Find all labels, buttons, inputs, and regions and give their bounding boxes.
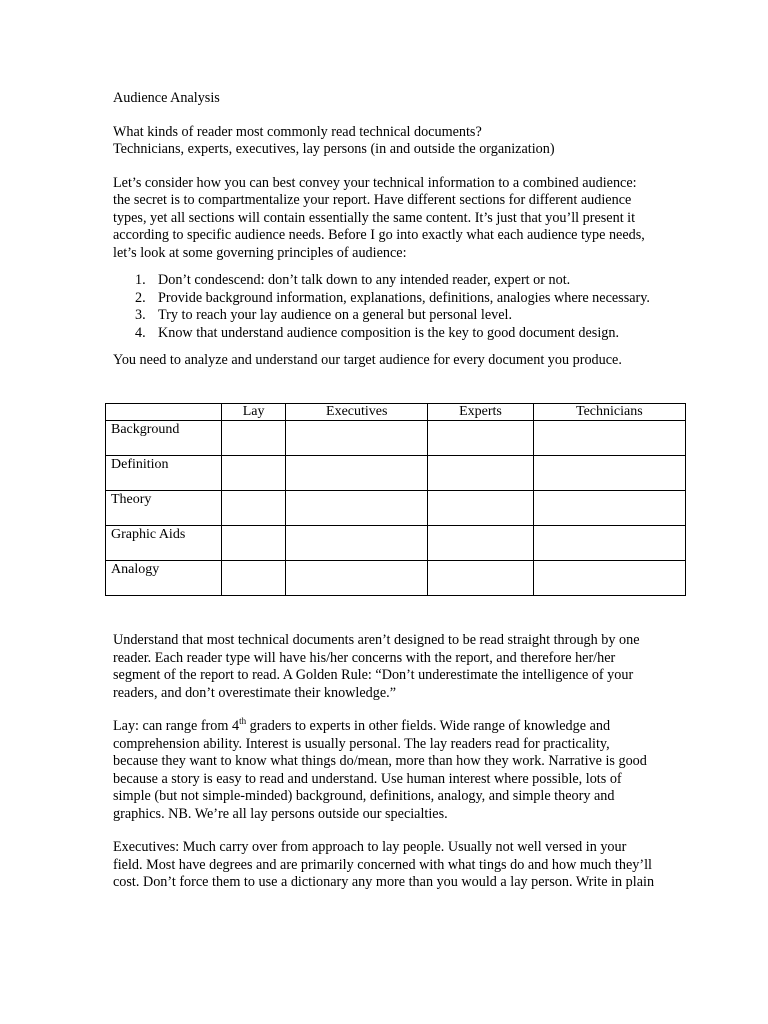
table-cell: [286, 561, 428, 596]
table-cell: [222, 526, 286, 561]
table-cell: [286, 526, 428, 561]
lay-line: because a story is easy to read and understand. Use human interest where possible, lots of: [113, 770, 622, 787]
table-cell: [533, 561, 685, 596]
table-header-cell: Lay: [222, 404, 286, 421]
table-cell: [222, 456, 286, 491]
lay-line: comprehension ability. Interest is usually personal. The lay readers read for practicality,: [113, 735, 610, 752]
row-label: Theory: [106, 491, 222, 526]
executives-line: Executives: Much carry over from approach to lay people. Usually not well versed in your: [113, 839, 627, 855]
table-cell: [286, 491, 428, 526]
table-cell: [222, 561, 286, 596]
table-cell: [222, 491, 286, 526]
table-cell: [533, 526, 685, 561]
table-cell: [533, 491, 685, 526]
intro-line: according to specific audience needs. Before I go into exactly what each audience type needs,: [113, 227, 645, 243]
table-cell: [222, 421, 286, 456]
row-label: Background: [106, 421, 222, 456]
understand-line: readers, and don’t overestimate their knowledge.”: [113, 684, 396, 701]
intro-line: the secret is to compartmentalize your report. Have different sections for different audience: [113, 192, 632, 208]
table-header-cell: [106, 404, 222, 421]
document-page: [113, 90, 693, 370]
table-cell: [428, 526, 533, 561]
audience-table: [105, 403, 686, 596]
lay-line: because they want to know what things do/mean, more than how they work. Narrative is good: [113, 753, 647, 769]
table-row: [106, 561, 686, 596]
table-header-cell: Technicians: [533, 404, 685, 421]
table-cell: [533, 456, 685, 491]
intro-line: Let’s consider how you can best convey your technical information to a combined audience:: [113, 174, 637, 191]
list-item: 1. Don’t condescend: don’t talk down to any intended reader, expert or not.: [135, 272, 571, 288]
table-row: [106, 526, 686, 561]
understand-line: Understand that most technical documents aren’t designed to be read straight through by one: [113, 632, 640, 648]
list-item: 2. Provide background information, explanations, definitions, analogies where necessary.: [135, 289, 650, 306]
intro-line: let’s look at some governing principles of audience:: [113, 244, 407, 261]
table-cell: [428, 421, 533, 456]
document-title: Audience Analysis: [113, 90, 220, 106]
lower-section: [113, 632, 693, 892]
table-row: [106, 491, 686, 526]
table-header-cell: Experts: [428, 404, 533, 421]
table-cell: [286, 421, 428, 456]
row-label: Definition: [106, 456, 222, 491]
table-cell: [428, 561, 533, 596]
understand-paragraph: [113, 632, 693, 702]
analyze-text: You need to analyze and understand our target audience for every document you produce.: [113, 352, 622, 368]
lay-line: simple (but not simple-minded) background, definitions, analogy, and simple theory and: [113, 788, 615, 804]
question-text: What kinds of reader most commonly read technical documents?: [113, 123, 482, 140]
intro-line: types, yet all sections will contain essentially the same content. It’s just that you’ll present it: [113, 209, 636, 226]
table-row: [106, 421, 686, 456]
understand-line: reader. Each reader type will have his/her concerns with the report, and therefore her/her: [113, 649, 616, 666]
table-header-row: [106, 404, 686, 421]
row-label: Analogy: [106, 561, 222, 596]
lay-line: Lay: can range from 4th graders to experts in other fields. Wide range of knowledge and: [113, 716, 611, 734]
table-cell: [286, 456, 428, 491]
principles-list: [113, 272, 693, 342]
list-item: 3. Try to reach your lay audience on a general but personal level.: [135, 307, 513, 323]
table-cell: [533, 421, 685, 456]
lay-line: graphics. NB. We’re all lay persons outside our specialties.: [113, 805, 448, 822]
table-row: [106, 456, 686, 491]
table-cell: [428, 456, 533, 491]
intro-paragraph: [113, 175, 693, 263]
list-item: 4. Know that understand audience composition is the key to good document design.: [135, 324, 620, 341]
executives-line: field. Most have degrees and are primarily concerned with what tings do and how much they’ll: [113, 856, 652, 873]
answer-text: Technicians, experts, executives, lay persons (in and outside the organization): [113, 141, 555, 157]
lay-paragraph: [113, 718, 693, 823]
row-label: Graphic Aids: [106, 526, 222, 561]
table-header-cell: Executives: [286, 404, 428, 421]
executives-line: cost. Don’t force them to use a dictionary any more than you would a lay person. Write in plain: [113, 874, 655, 890]
executives-paragraph: [113, 839, 693, 892]
understand-line: segment of the report to read. A Golden Rule: “Don’t underestimate the intelligence of your: [113, 667, 634, 683]
table-cell: [428, 491, 533, 526]
